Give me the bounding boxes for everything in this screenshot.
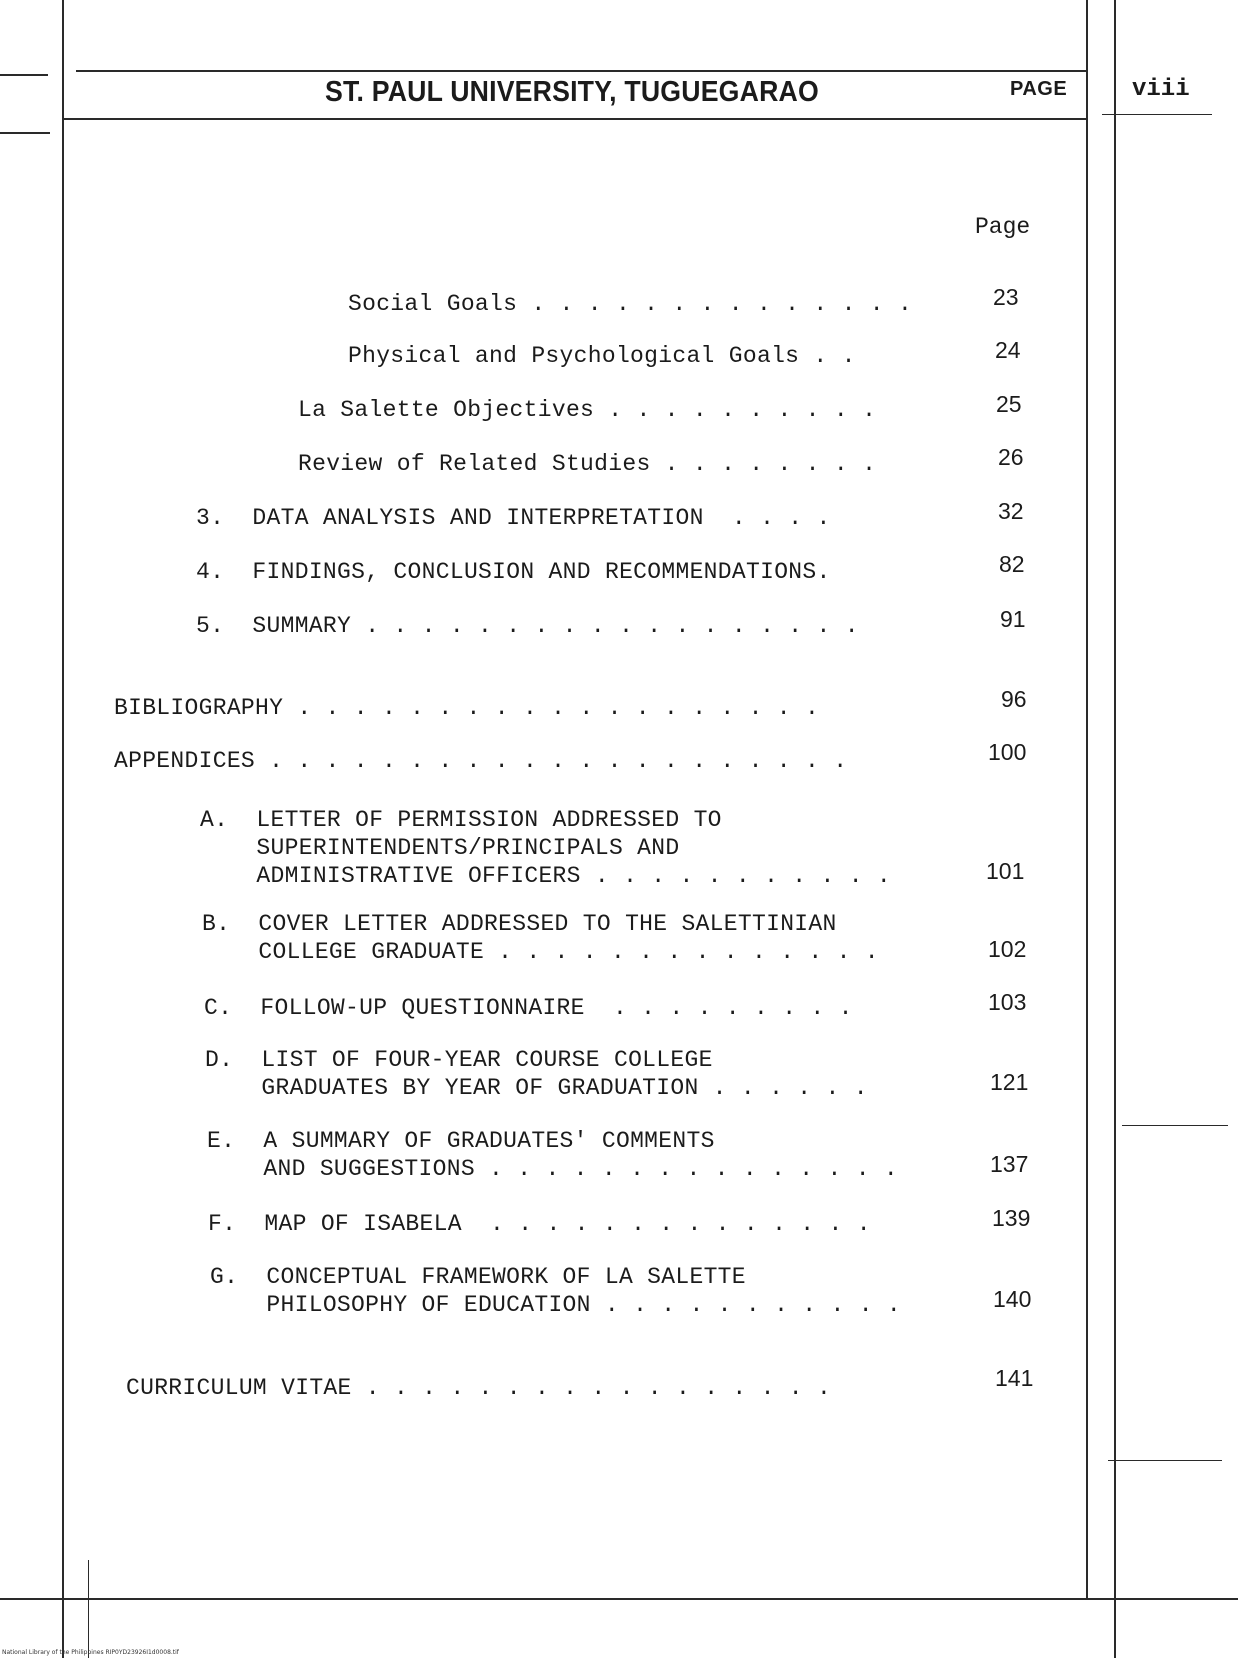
toc-appendix-entry: F. MAP OF ISABELA . . . . . . . . . . . . . . xyxy=(208,1211,871,1237)
toc-page-number: 82 xyxy=(999,551,1025,577)
toc-page-number: 141 xyxy=(995,1365,1034,1391)
toc-page-number: 121 xyxy=(990,1069,1029,1095)
toc-page-number: 24 xyxy=(995,337,1021,363)
toc-appendix-entry: D. LIST OF FOUR-YEAR COURSE COLLEGE GRADUATES BY YEAR OF GRADUATION . . . . . . xyxy=(205,1047,868,1101)
toc-page-number: 96 xyxy=(1001,686,1027,712)
page-header-title: ST. PAUL UNIVERSITY, TUGUEGARAO xyxy=(325,76,819,108)
toc-page-number: 101 xyxy=(986,858,1025,884)
toc-entry: Review of Related Studies . . . . . . . . xyxy=(298,451,877,477)
toc-page-number: 32 xyxy=(998,498,1024,524)
left-edge-mark xyxy=(0,74,48,76)
header-bottom-rule xyxy=(64,118,1088,120)
page-column-heading: Page xyxy=(975,214,1031,240)
right-edge-mark xyxy=(1108,1460,1222,1461)
right-edge-mark xyxy=(1122,1125,1228,1126)
toc-appendix-entry: G. CONCEPTUAL FRAMEWORK OF LA SALETTE PHILOSOPHY OF EDUCATION . . . . . . . . . . . xyxy=(210,1264,902,1318)
toc-appendix-entry: A. LETTER OF PERMISSION ADDRESSED TO SUPERINTENDENTS/PRINCIPALS AND ADMINISTRATIVE OFFICERS . . . . . . . . . . . xyxy=(200,807,892,889)
toc-page-number: 102 xyxy=(988,936,1027,962)
toc-page-number: 23 xyxy=(993,284,1019,310)
scan-source-note: National Library of the Philippines RIP0YD23926I1d0008.tif xyxy=(2,1649,179,1656)
footer-rule xyxy=(0,1598,1238,1600)
toc-page-number: 140 xyxy=(993,1286,1032,1312)
toc-entry: La Salette Objectives . . . . . . . . . . xyxy=(298,397,877,423)
toc-appendix-entry: C. FOLLOW-UP QUESTIONNAIRE . . . . . . . . . xyxy=(204,995,853,1021)
toc-entry: CURRICULUM VITAE . . . . . . . . . . . . . . . . . xyxy=(126,1375,832,1401)
toc-page-number: 26 xyxy=(998,444,1024,470)
toc-page-number: 100 xyxy=(988,739,1027,765)
left-edge-mark xyxy=(0,132,50,134)
toc-page-number: 91 xyxy=(1000,606,1026,632)
toc-page-number: 103 xyxy=(988,989,1027,1015)
toc-page-number: 139 xyxy=(992,1205,1031,1231)
right-edge-mark xyxy=(1102,114,1212,115)
toc-entry: Physical and Psychological Goals . . xyxy=(348,343,856,369)
toc-entry: Social Goals . . . . . . . . . . . . . . xyxy=(348,291,913,317)
toc-entry: 4. FINDINGS, CONCLUSION AND RECOMMENDATIONS. xyxy=(196,559,831,585)
toc-appendix-entry: E. A SUMMARY OF GRADUATES' COMMENTS AND SUGGESTIONS . . . . . . . . . . . . . . . xyxy=(207,1128,899,1182)
right-margin-line xyxy=(1114,0,1116,1658)
toc-appendix-entry: B. COVER LETTER ADDRESSED TO THE SALETTINIAN COLLEGE GRADUATE . . . . . . . . . . . . . . xyxy=(202,911,879,965)
footer-margin-line xyxy=(88,1560,89,1658)
page-label: PAGE xyxy=(1010,78,1068,100)
toc-entry: BIBLIOGRAPHY . . . . . . . . . . . . . . . . . . . xyxy=(114,695,820,721)
toc-entry: 5. SUMMARY . . . . . . . . . . . . . . . . . . xyxy=(196,613,859,639)
left-margin-line xyxy=(62,0,64,1658)
page-number: viii xyxy=(1132,76,1190,103)
toc-page-number: 137 xyxy=(990,1151,1029,1177)
toc-entry: 3. DATA ANALYSIS AND INTERPRETATION . . . . xyxy=(196,505,831,531)
toc-entry: APPENDICES . . . . . . . . . . . . . . . . . . . . . xyxy=(114,748,848,774)
toc-page-number: 25 xyxy=(996,391,1022,417)
header-top-rule xyxy=(76,70,1086,72)
page-right-border xyxy=(1086,0,1088,1600)
